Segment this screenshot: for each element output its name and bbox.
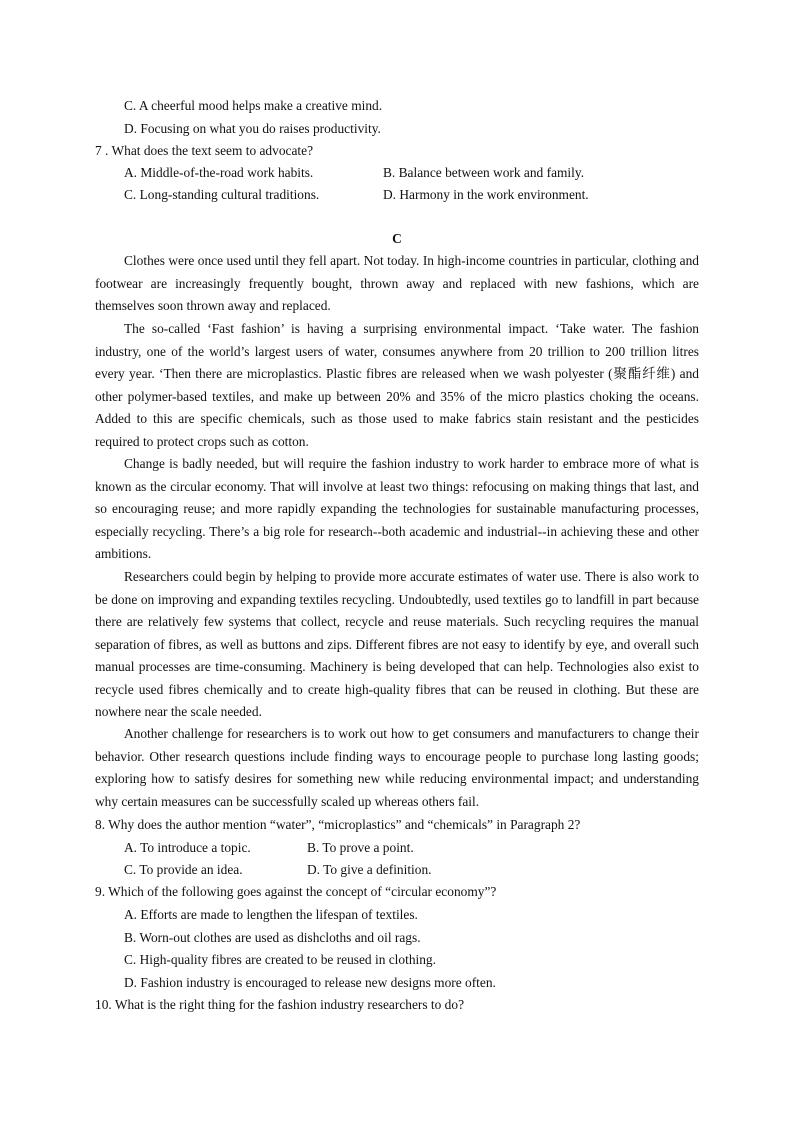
- passage-paragraph-1: Clothes were once used until they fell apart. Not today. In high-income countries in particular, clothing and footwear are increasingly frequently bought, thrown away and replaced with new fashions, which are themselves soon thrown away and replaced.: [95, 253, 699, 313]
- passage-paragraph-2: The so-called ‘Fast fashion’ is having a surprising environmental impact. ‘Take water. The fashion industry, one of the world’s largest users of water, consumes anywhere from 20 trillion to 200 trillion litres every year. ‘Then there are microplastics. Plastic fibres are released when we wash polyester (聚酯纤维) and other polymer-based textiles, and make up between 20% and 35% of the micro plastics choking the oceans. Added to this are specific chemicals, such as those used to make fabrics stain resistant and the pesticides required to protect crops such as cotton.: [95, 321, 699, 449]
- q7-question: 7 . What does the text seem to advocate?: [95, 143, 314, 158]
- passage-paragraph-4: Researchers could begin by helping to provide more accurate estimates of water use. There is also work to be done on improving and expanding textiles recycling. Undoubtedly, used textiles go to landfill in part because there are relatively few systems that collect, recycle and reuse materials. Such recycling requires the manual separation of fibres, as well as buttons and zips. Different fibres are not easy to identify by eye, and overall such manual processes are time-consuming. Machinery is being developed that can help. Technologies also exist to recycle used fibres chemically and to create high-quality fibres that can be reused in clothing. But these are nowhere near the scale needed.: [95, 569, 699, 719]
- passage-paragraph-5: Another challenge for researchers is to work out how to get consumers and manufacturers to change their behavior. Other research questions include finding ways to encourage people to purchase long lasting goods; exploring how to satisfy desires for something new while reducing environmental impact; and understanding why certain measures can be successfully scaled up whereas others fail.: [95, 726, 699, 809]
- q7-option-b: B. Balance between work and family.: [383, 165, 585, 180]
- q9-question: 9. Which of the following goes against the concept of “circular economy”?: [95, 884, 497, 899]
- q6-option-d: D. Focusing on what you do raises productivity.: [124, 121, 381, 136]
- q8-option-a: A. To introduce a topic.: [124, 840, 251, 855]
- q7-option-a: A. Middle-of-the-road work habits.: [124, 165, 314, 180]
- q9-option-c: C. High-quality fibres are created to be reused in clothing.: [124, 952, 436, 967]
- q9-option-d: D. Fashion industry is encouraged to release new designs more often.: [124, 975, 496, 990]
- q8-option-b: B. To prove a point.: [307, 840, 414, 855]
- passage-title: C: [392, 231, 402, 246]
- q9-option-a: A. Efforts are made to lengthen the lifespan of textiles.: [124, 907, 418, 922]
- q8-option-c: C. To provide an idea.: [124, 862, 243, 877]
- q9-option-b: B. Worn-out clothes are used as dishcloths and oil rags.: [124, 930, 421, 945]
- passage-paragraph-3: Change is badly needed, but will require the fashion industry to work harder to embrace more of what is known as the circular economy. That will involve at least two things: refocusing on making things that last, and so encouraging reuse; and more rapidly expanding the technologies for sustainable manufacturing processes, especially recycling. There’s a big role for research--both academic and industrial--in achieving these and other ambitions.: [95, 456, 699, 561]
- q10-question: 10. What is the right thing for the fashion industry researchers to do?: [95, 997, 465, 1012]
- q6-option-c: C. A cheerful mood helps make a creative mind.: [124, 98, 383, 113]
- q8-option-d: D. To give a definition.: [307, 862, 432, 877]
- q7-option-c: C. Long-standing cultural traditions.: [124, 187, 320, 202]
- q8-question: 8. Why does the author mention “water”, “microplastics” and “chemicals” in Paragraph 2?: [95, 817, 581, 832]
- q7-option-d: D. Harmony in the work environment.: [383, 187, 589, 202]
